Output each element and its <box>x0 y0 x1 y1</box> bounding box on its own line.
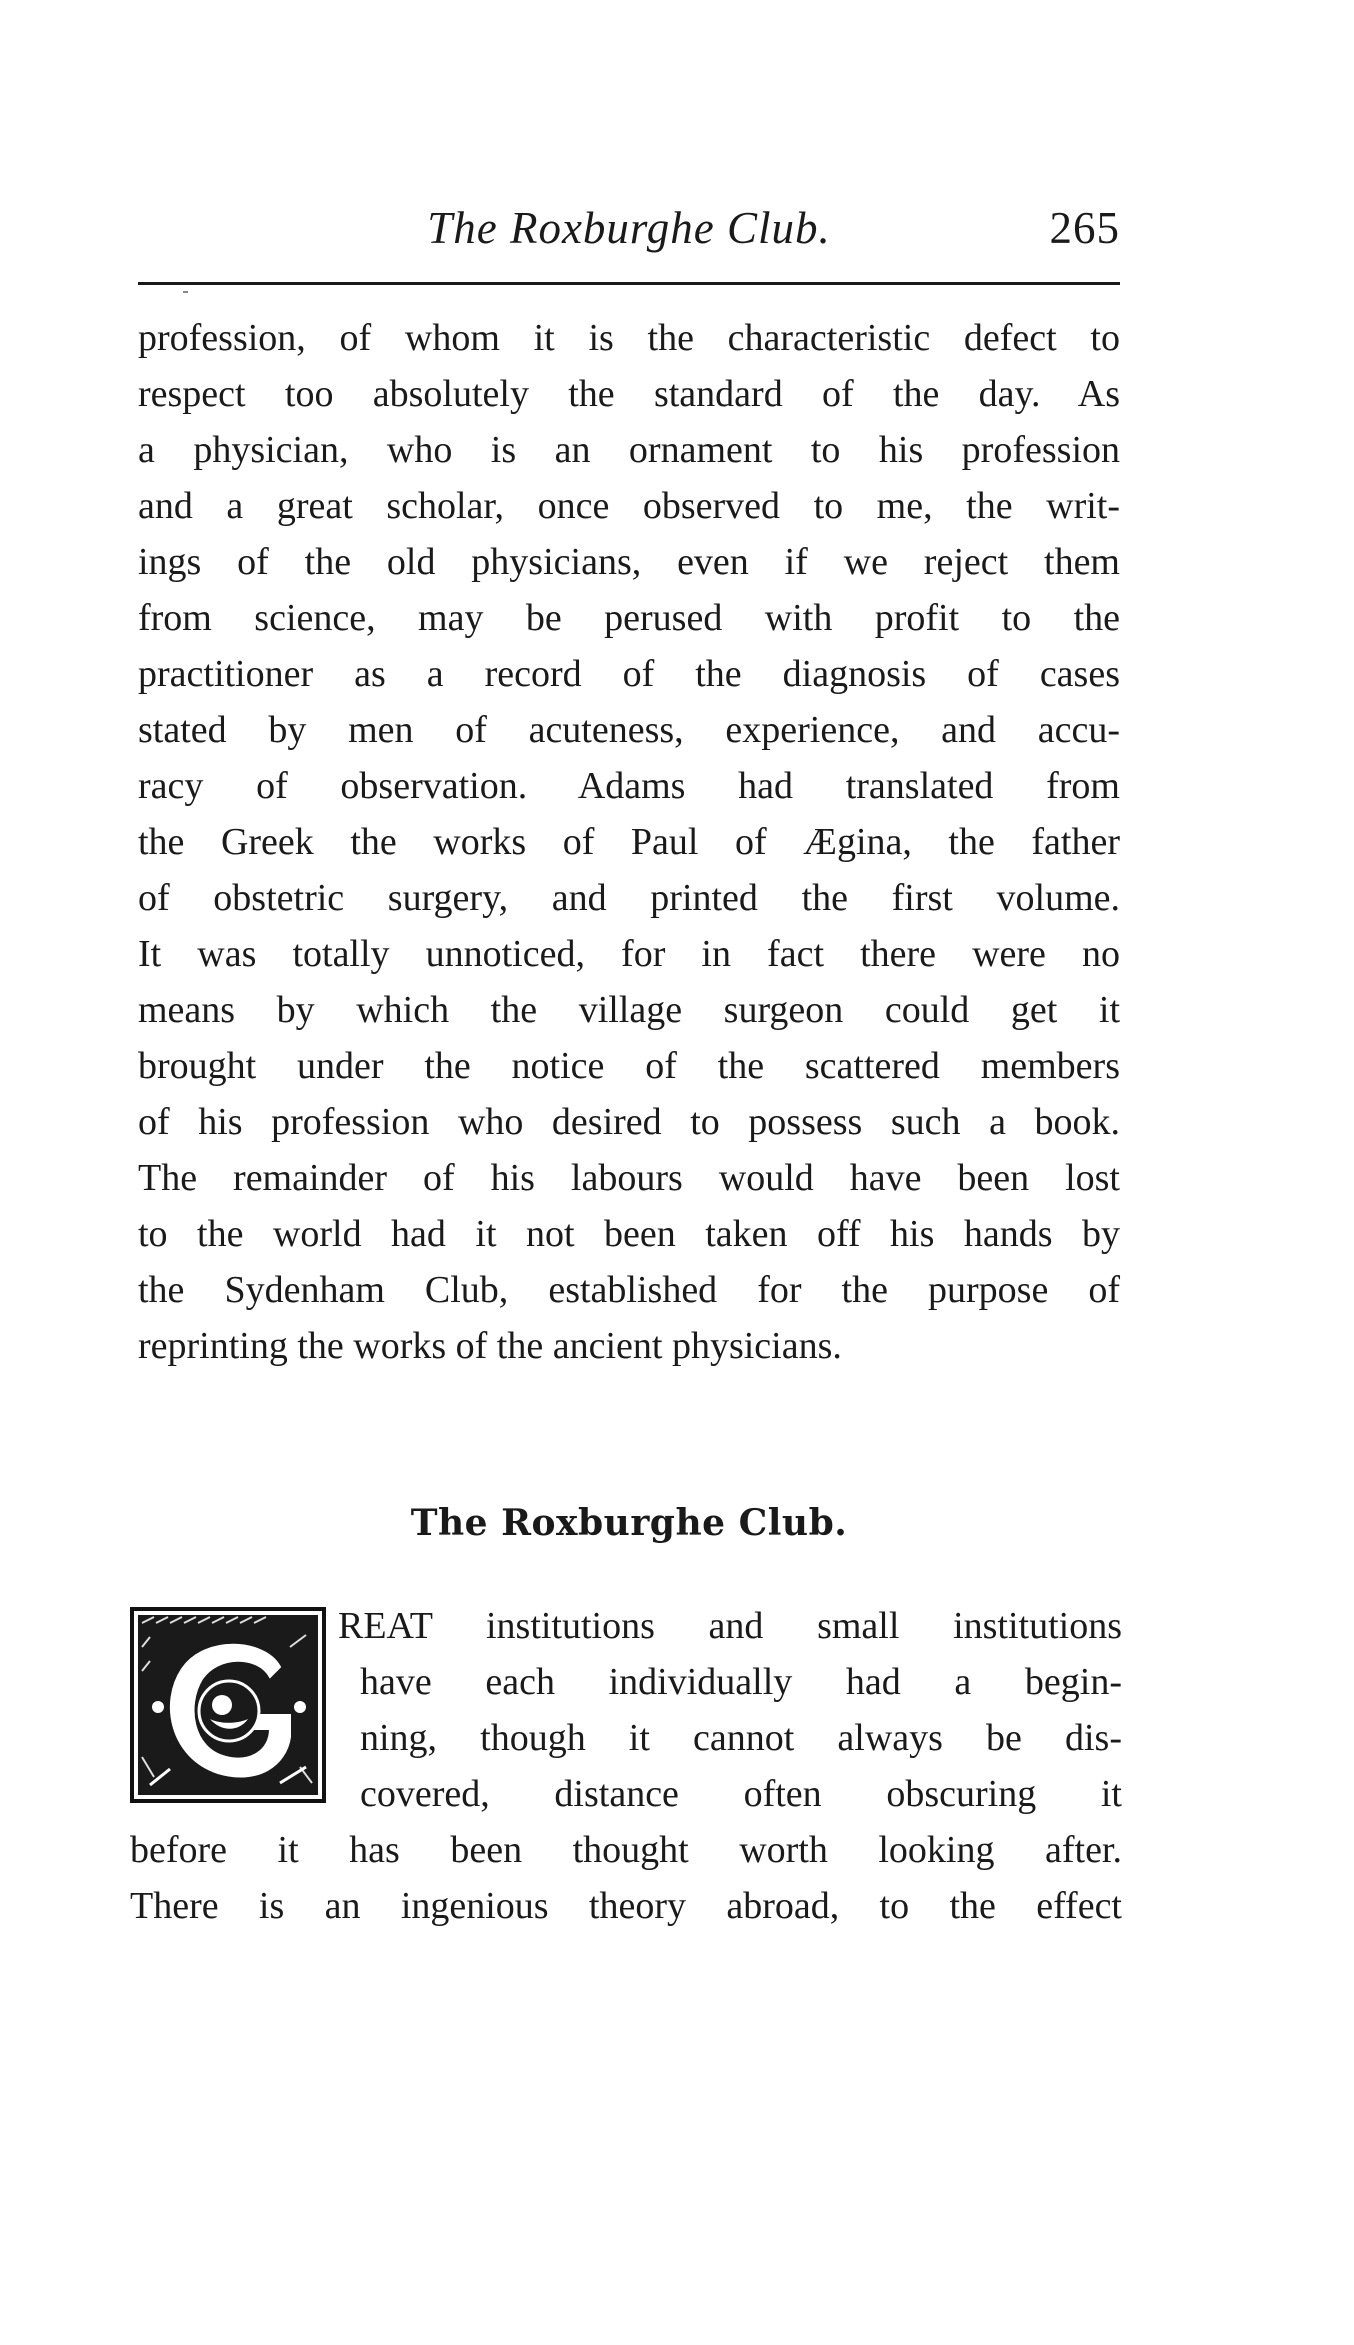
body-paragraph <box>138 310 1120 1374</box>
text-line: stated by men of acuteness, experience, and accu- <box>138 709 1120 751</box>
text-line: racy of observation. Adams had translated from <box>138 765 1120 807</box>
text-line: reprinting the works of the ancient physicians. <box>138 1325 842 1367</box>
text-line: ning, though it cannot always be dis- <box>360 1717 1122 1759</box>
section-heading: The Roxburghe Club. <box>410 1502 848 1544</box>
page-number: 265 <box>1049 203 1120 253</box>
text-line: and a great scholar, once observed to me, the writ- <box>138 485 1120 527</box>
text-line: It was totally unnoticed, for in fact there were no <box>138 933 1120 975</box>
running-title: The Roxburghe Club. <box>427 203 831 253</box>
running-head <box>138 196 1120 260</box>
text-line: profession, of whom it is the characteristic defect to <box>138 317 1120 359</box>
text-line: The remainder of his labours would have been lost <box>138 1157 1120 1199</box>
text-line: ings of the old physicians, even if we reject them <box>138 541 1120 583</box>
text-line: There is an ingenious theory abroad, to the effect <box>130 1885 1122 1927</box>
header-rule <box>138 282 1120 285</box>
text-line: of obstetric surgery, and printed the first volume. <box>138 877 1120 919</box>
text-line: REAT institutions and small institutions <box>338 1605 1122 1647</box>
text-line: a physician, who is an ornament to his profession <box>138 429 1120 471</box>
section-paragraph <box>130 1598 1122 1934</box>
text-line: have each individually had a begin- <box>360 1661 1122 1703</box>
text-line: brought under the notice of the scattered members <box>138 1045 1120 1087</box>
text-line: of his profession who desired to possess such a book. <box>138 1101 1120 1143</box>
text-line: before it has been thought worth looking after. <box>130 1829 1122 1871</box>
print-speck <box>183 291 188 293</box>
text-line: the Greek the works of Paul of Ægina, the father <box>138 821 1120 863</box>
text-line: practitioner as a record of the diagnosis of cases <box>138 653 1120 695</box>
text-line: from science, may be perused with profit to the <box>138 597 1120 639</box>
text-line: the Sydenham Club, established for the purpose of <box>138 1269 1120 1311</box>
text-line: means by which the village surgeon could get it <box>138 989 1120 1031</box>
text-line: covered, distance often obscuring it <box>360 1773 1122 1815</box>
text-line: to the world had it not been taken off his hands by <box>138 1213 1120 1255</box>
text-line: respect too absolutely the standard of the day. As <box>138 373 1120 415</box>
